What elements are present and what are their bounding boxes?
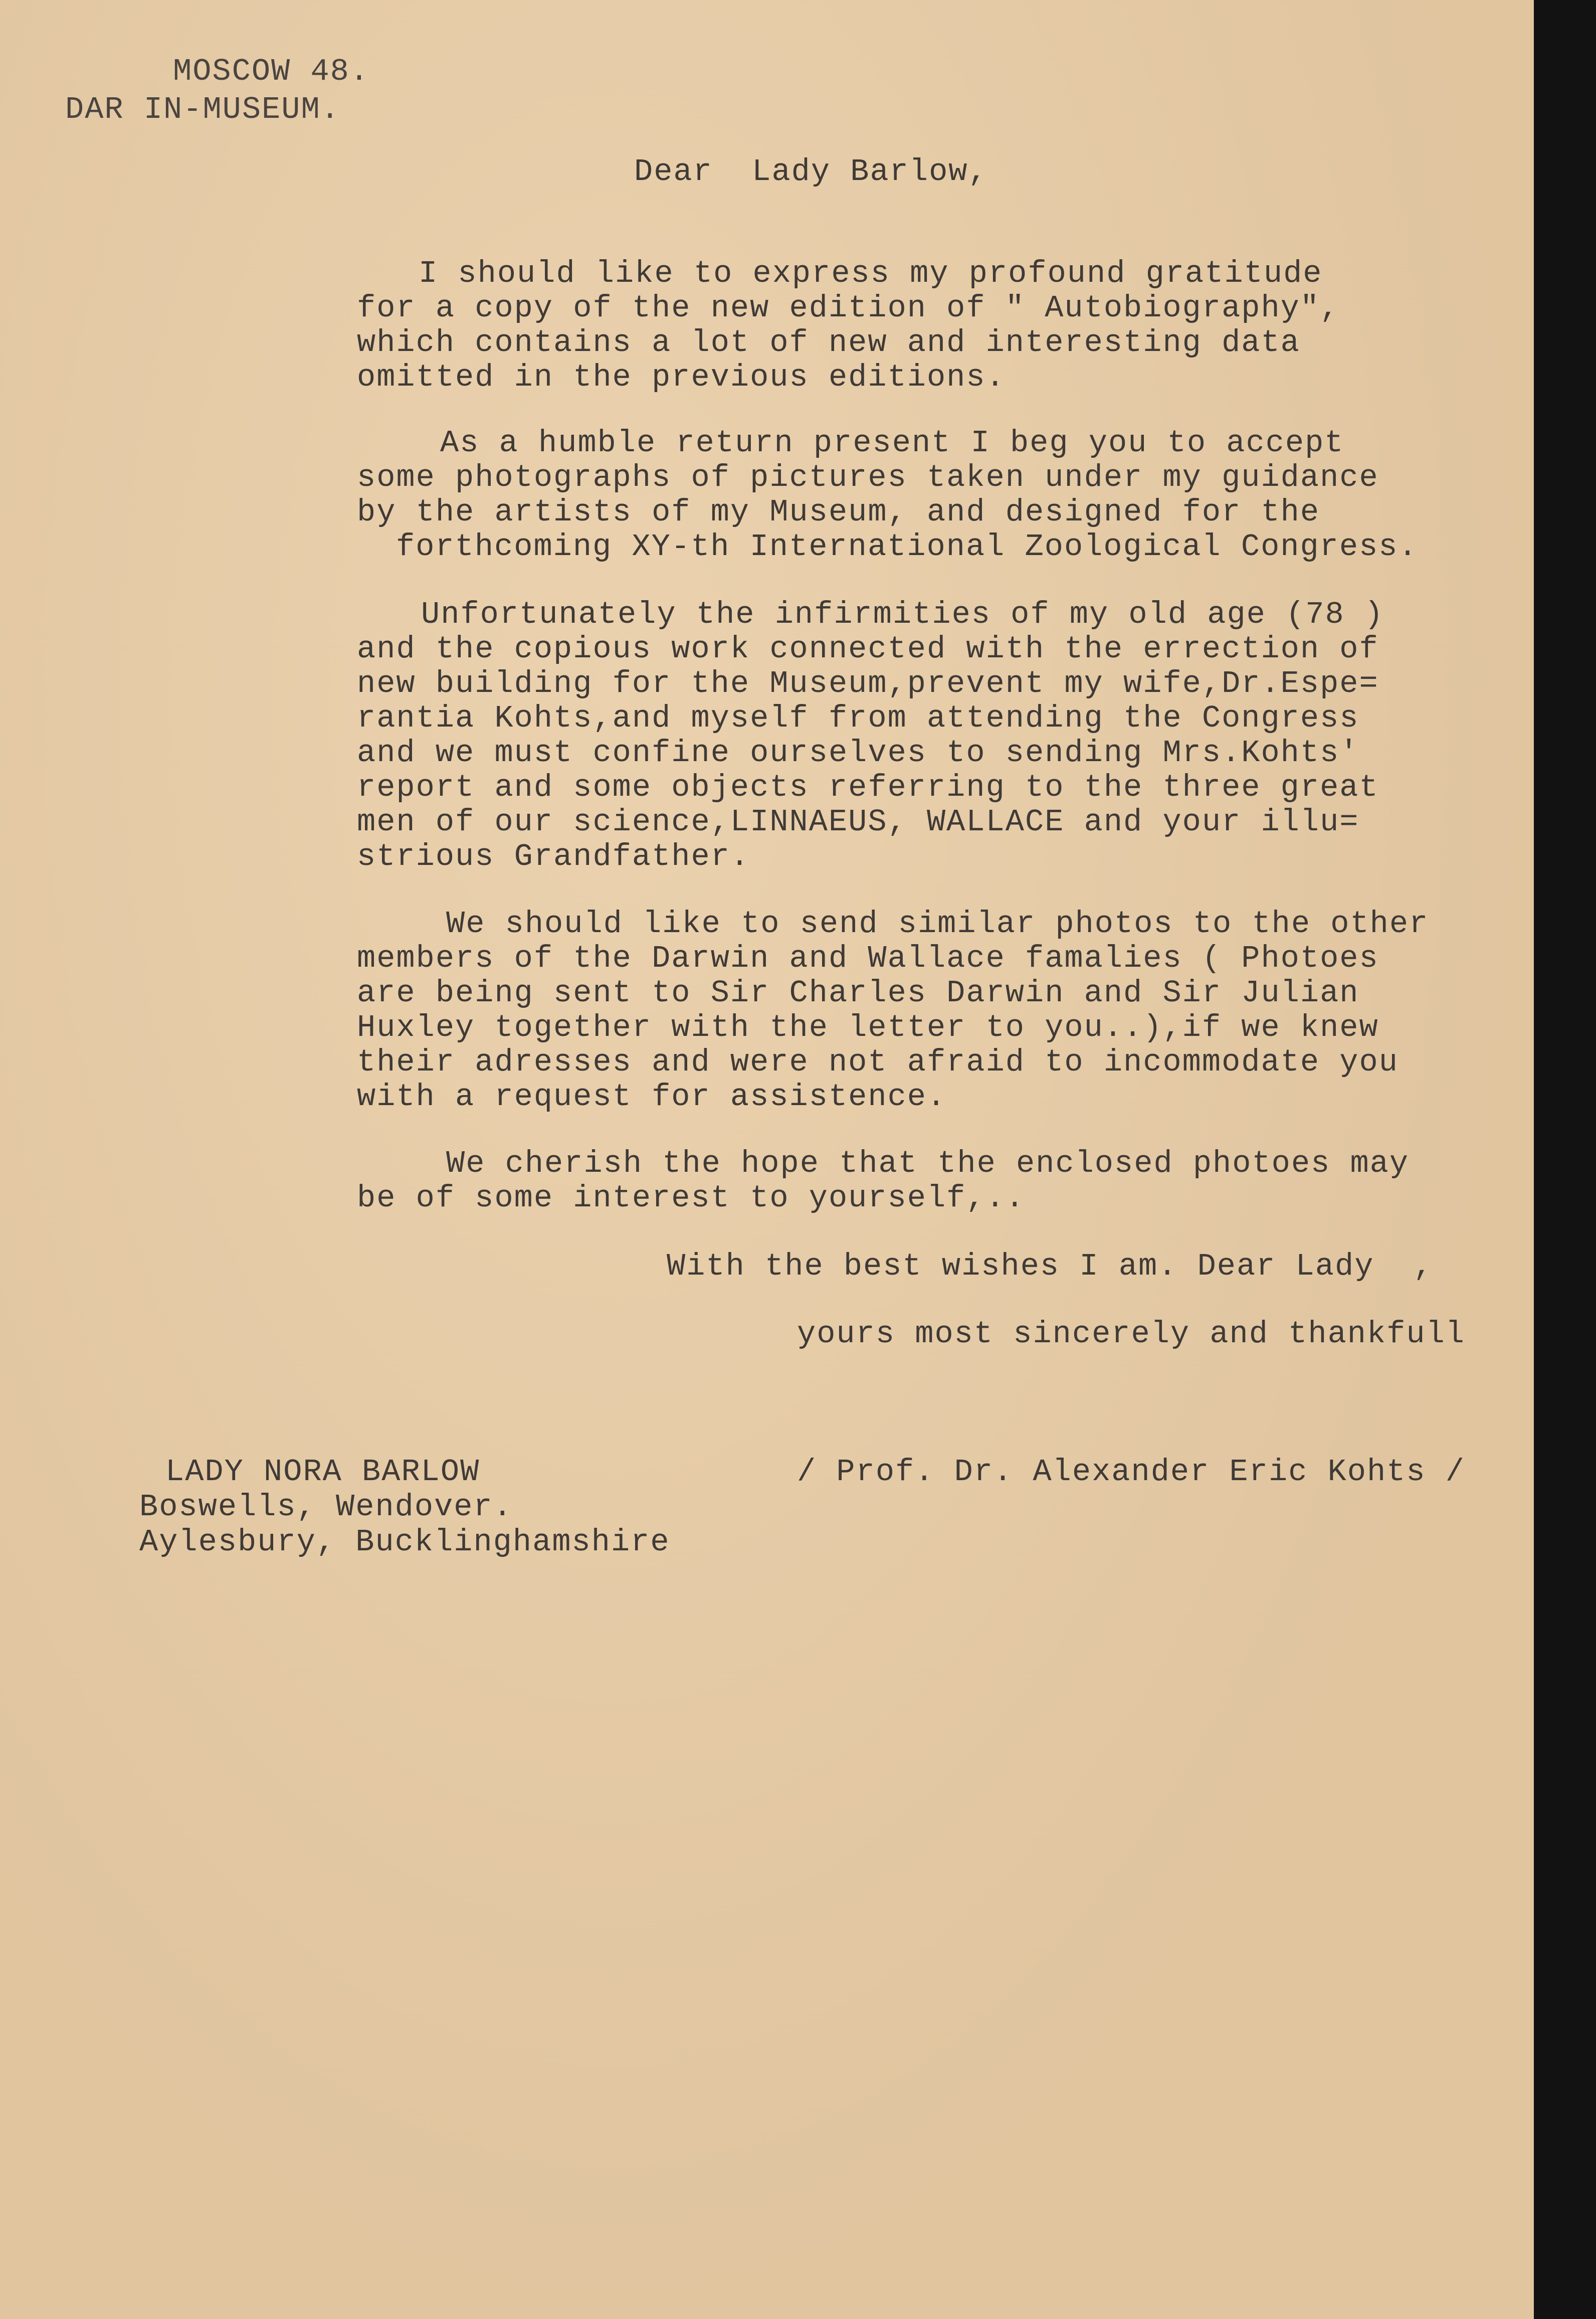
recipient-address-line-2: Aylesbury, Bucklinghamshire — [139, 1524, 670, 1560]
paragraph-line: men of our science,LINNAEUS, WALLACE and your illu= — [357, 804, 1359, 840]
paragraph-line: by the artists of my Museum, and designed for the — [357, 494, 1320, 530]
paragraph-line: report and some objects referring to the three great — [357, 770, 1379, 805]
paragraph-line: rantia Kohts,and myself from attending the Congress — [357, 700, 1359, 736]
paragraph-line: We cherish the hope that the enclosed photoes may — [446, 1146, 1410, 1181]
paragraph-line: and we must confine ourselves to sending Mrs.Kohts' — [357, 735, 1359, 771]
paragraph-line: with a request for assistence. — [357, 1079, 947, 1115]
paragraph-line: are being sent to Sir Charles Darwin and Sir Julian — [357, 975, 1359, 1011]
paragraph-line: Huxley together with the letter to you..),if we knew — [357, 1010, 1379, 1045]
paragraph-line: As a humble return present I beg you to accept — [440, 425, 1344, 461]
paragraph-line: I should like to express my profound gratitude — [419, 256, 1323, 291]
paragraph-line: We should like to send similar photos to the other — [446, 906, 1429, 942]
signature: / Prof. Dr. Alexander Eric Kohts / — [797, 1454, 1466, 1490]
salutation: Dear Lady Barlow, — [634, 154, 988, 190]
paragraph-line: members of the Darwin and Wallace famalies ( Photoes — [357, 941, 1379, 976]
paragraph-line: forthcoming XY-th International Zoological Congress. — [396, 529, 1418, 565]
header-line-2: DAR IN-MUSEUM. — [65, 92, 340, 127]
paragraph-line: their adresses and were not afraid to incommodate you — [357, 1044, 1399, 1080]
recipient-address-line-1: Boswells, Wendover. — [139, 1489, 513, 1525]
paragraph-line: for a copy of the new edition of " Autobiography", — [357, 290, 1340, 326]
recipient-name: LADY NORA BARLOW — [165, 1454, 480, 1490]
closing-line-1: With the best wishes I am. Dear Lady , — [667, 1248, 1434, 1284]
header-line-1: MOSCOW 48. — [173, 54, 370, 89]
paragraph-line: strious Grandfather. — [357, 839, 750, 874]
paragraph-line: and the copious work connected with the errection of — [357, 631, 1379, 667]
paragraph-line: omitted in the previous editions. — [357, 360, 1006, 395]
paragraph-line: Unfortunately the infirmities of my old age (78 ) — [421, 597, 1384, 632]
closing-line-2: yours most sincerely and thankfull — [797, 1316, 1466, 1352]
paragraph-line: be of some interest to yourself,.. — [357, 1180, 1026, 1216]
paragraph-line: which contains a lot of new and interesting data — [357, 325, 1300, 361]
paragraph-line: new building for the Museum,prevent my wife,Dr.Espe= — [357, 666, 1379, 701]
scan-background-edge — [1534, 0, 1596, 2319]
paragraph-line: some photographs of pictures taken under my guidance — [357, 460, 1379, 495]
